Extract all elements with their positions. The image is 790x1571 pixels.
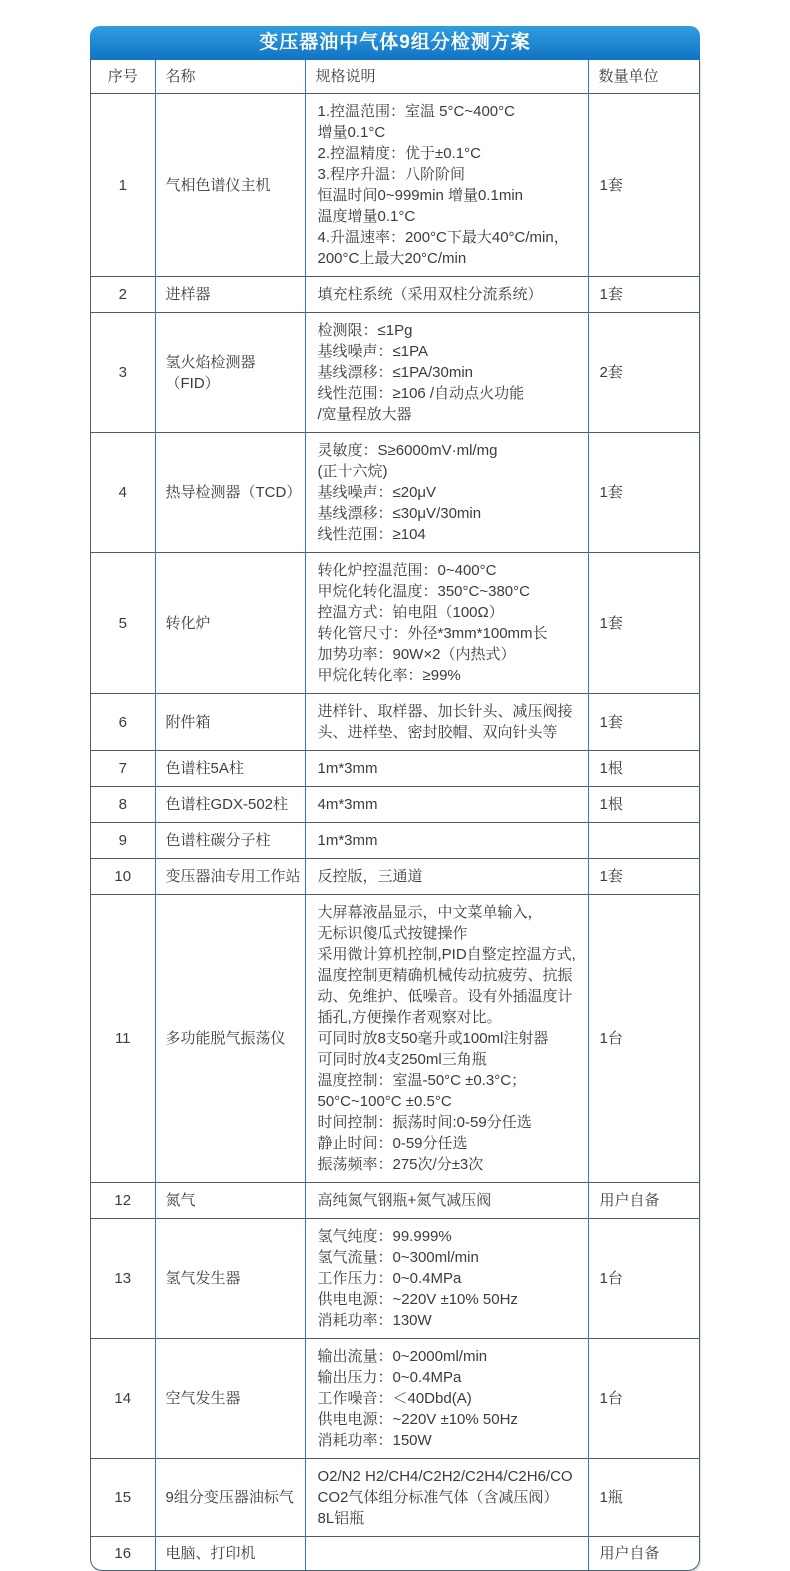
row-name: 变压器油专用工作站	[155, 859, 305, 895]
table-row	[91, 694, 699, 751]
row-no: 8	[91, 787, 155, 823]
table-row	[91, 1459, 699, 1537]
row-qty: 1套	[588, 859, 699, 895]
table-row	[91, 859, 699, 895]
col-header-spec: 规格说明	[305, 60, 588, 94]
col-header-name: 名称	[155, 60, 305, 94]
spec-table	[91, 60, 699, 1570]
row-name: 附件箱	[155, 694, 305, 751]
table-row	[91, 433, 699, 553]
row-no: 15	[91, 1459, 155, 1537]
row-qty: 1套	[588, 94, 699, 277]
row-no: 14	[91, 1339, 155, 1459]
table-row	[91, 823, 699, 859]
row-qty: 1台	[588, 1219, 699, 1339]
row-spec: 大屏幕液晶显示，中文菜单输入， 无标识傻瓜式按键操作 采用微计算机控制,PID自整定控温方式,温度控制更精确机械传动抗疲劳、抗振动、免维护、低噪音。设有外插温度计插孔,方便操作者观察对比。 可同时放8支50毫升或100ml注射器 可同时放4支250ml三角瓶 温度控制：室温-50°C ±0.3°C； 50°C~100°C ±0.5°C 时间控制：振荡时间:0-59分任选 静止时间：0-59分任选 振荡频率：275次/分±3次	[305, 895, 588, 1183]
row-name: 进样器	[155, 277, 305, 313]
row-no: 13	[91, 1219, 155, 1339]
row-name: 多功能脱气振荡仪	[155, 895, 305, 1183]
row-no: 12	[91, 1183, 155, 1219]
row-name: 转化炉	[155, 553, 305, 694]
row-spec: 1m*3mm	[305, 823, 588, 859]
row-name: 9组分变压器油标气	[155, 1459, 305, 1537]
row-no: 1	[91, 94, 155, 277]
header-row	[91, 60, 699, 94]
row-spec: 检测限：≤1Pg 基线噪声：≤1PA 基线漂移：≤1PA/30min 线性范围：≥106 /自动点火功能 /宽量程放大器	[305, 313, 588, 433]
row-no: 9	[91, 823, 155, 859]
col-header-no: 序号	[107, 68, 138, 85]
row-spec: 填充柱系统（采用双柱分流系统）	[305, 277, 588, 313]
row-spec: 1m*3mm	[305, 751, 588, 787]
row-name: 氢火焰检测器（FID）	[155, 313, 305, 433]
row-no: 16	[91, 1537, 155, 1571]
row-no: 6	[91, 694, 155, 751]
table-row	[91, 277, 699, 313]
table-row	[91, 787, 699, 823]
row-name: 电脑、打印机	[155, 1537, 305, 1571]
row-name: 色谱柱碳分子柱	[155, 823, 305, 859]
row-spec: 1.控温范围：室温 5°C~400°C 增量0.1°C 2.控温精度：优于±0.1°C 3.程序升温：八阶阶间 恒温时间0~999min 增量0.1min 温度增量0.1°C 4.升温速率：200°C下最大40°C/min， 200°C上最大20°C/min	[305, 94, 588, 277]
table-row	[91, 1339, 699, 1459]
row-spec: 灵敏度：S≥6000mV·ml/mg (正十六烷) 基线噪声：≤20μV 基线漂移：≤30μV/30min 线性范围：≥104	[305, 433, 588, 553]
row-qty: 1台	[588, 1339, 699, 1459]
row-spec	[305, 1537, 588, 1571]
row-qty: 用户自备	[588, 1183, 699, 1219]
row-qty: 1套	[588, 553, 699, 694]
row-name: 空气发生器	[155, 1339, 305, 1459]
row-qty	[588, 823, 699, 859]
row-name: 气相色谱仪主机	[155, 94, 305, 277]
row-spec: 氢气纯度：99.999% 氢气流量：0~300ml/min 工作压力：0~0.4MPa 供电电源：~220V ±10% 50Hz 消耗功率：130W	[305, 1219, 588, 1339]
row-spec: 输出流量：0~2000ml/min 输出压力：0~0.4MPa 工作噪音：＜40Dbd(A) 供电电源：~220V ±10% 50Hz 消耗功率：150W	[305, 1339, 588, 1459]
spec-table-frame	[90, 60, 700, 1571]
row-qty: 1根	[588, 787, 699, 823]
row-no: 2	[91, 277, 155, 313]
row-qty: 1瓶	[588, 1459, 699, 1537]
row-qty: 1套	[588, 277, 699, 313]
table-row	[91, 751, 699, 787]
col-header-qty: 数量单位	[588, 60, 699, 94]
row-qty: 用户自备	[588, 1537, 699, 1571]
table-row	[91, 94, 699, 277]
row-name: 色谱柱5A柱	[155, 751, 305, 787]
row-qty: 1台	[588, 895, 699, 1183]
row-qty: 1根	[588, 751, 699, 787]
table-row	[91, 1183, 699, 1219]
row-name: 热导检测器（TCD）	[155, 433, 305, 553]
row-no: 3	[91, 313, 155, 433]
row-spec: 进样针、取样器、加长针头、减压阀接头、进样垫、密封胶帽、双向针头等	[305, 694, 588, 751]
table-row	[91, 313, 699, 433]
row-name: 氢气发生器	[155, 1219, 305, 1339]
row-name: 氮气	[155, 1183, 305, 1219]
row-qty: 1套	[588, 694, 699, 751]
row-qty: 1套	[588, 433, 699, 553]
row-spec: 高纯氮气钢瓶+氮气减压阀	[305, 1183, 588, 1219]
row-no: 5	[91, 553, 155, 694]
table-row	[91, 895, 699, 1183]
row-no: 10	[91, 859, 155, 895]
table-row	[91, 553, 699, 694]
row-spec: 转化炉控温范围：0~400°C 甲烷化转化温度：350°C~380°C 控温方式：铂电阻（100Ω） 转化管尺寸：外径*3mm*100mm长 加势功率：90W×2（内热式） 甲烷化转化率：≥99%	[305, 553, 588, 694]
row-spec: 反控版，三通道	[305, 859, 588, 895]
table-title: 变压器油中气体9组分检测方案	[90, 26, 700, 60]
table-row	[91, 1537, 699, 1571]
row-no: 11	[91, 895, 155, 1183]
table-row	[91, 1219, 699, 1339]
row-name: 色谱柱GDX-502柱	[155, 787, 305, 823]
row-spec: 4m*3mm	[305, 787, 588, 823]
row-no: 7	[91, 751, 155, 787]
spec-sheet	[90, 26, 700, 1571]
row-no: 4	[91, 433, 155, 553]
row-spec: O2/N2 H2/CH4/C2H2/C2H4/C2H6/CO CO2气体组分标准气体（含减压阀） 8L铝瓶	[305, 1459, 588, 1537]
row-qty: 2套	[588, 313, 699, 433]
